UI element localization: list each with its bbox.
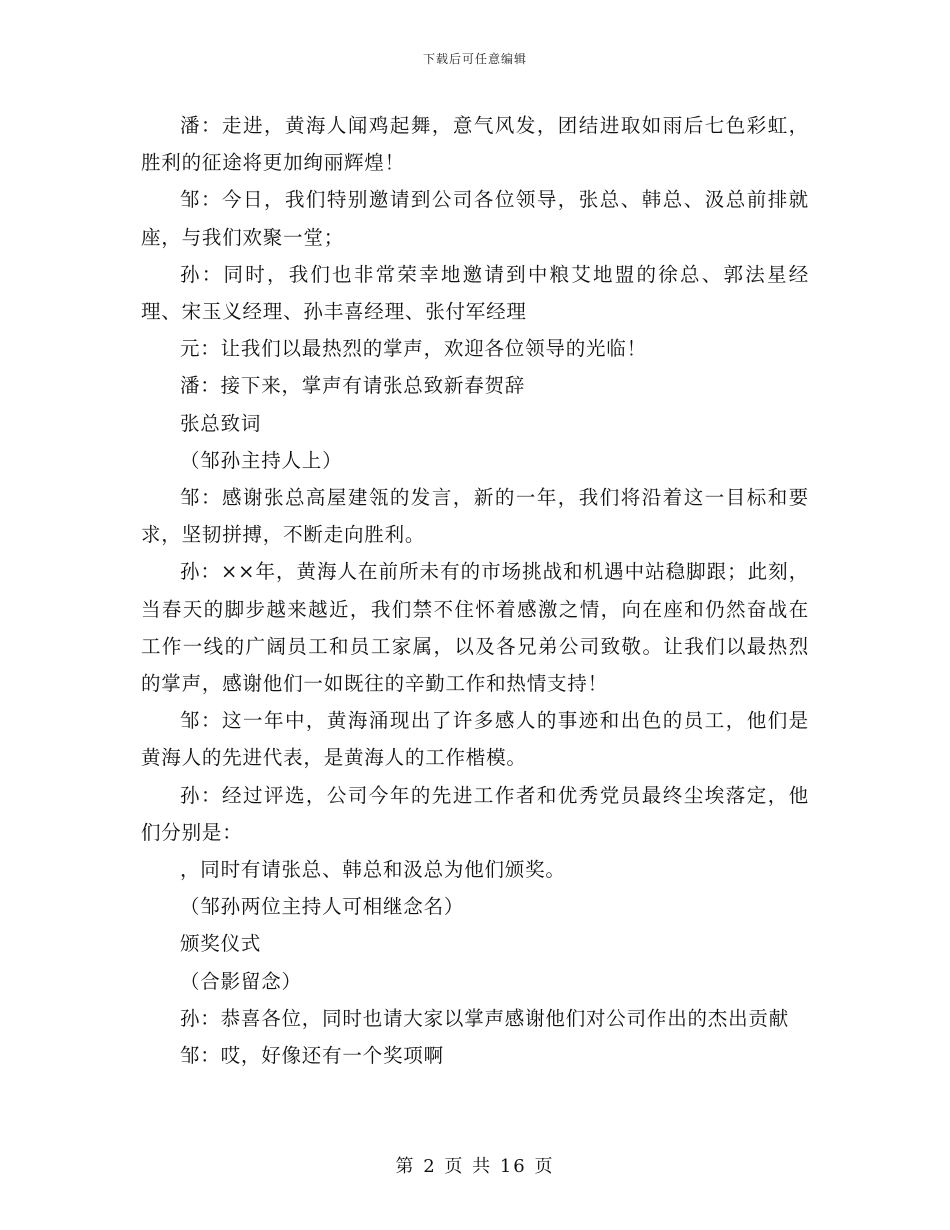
paragraph: 孙：××年，黄海人在前所未有的市场挑战和机遇中站稳脚跟；此刻，当春天的脚步越来越近，我们禁不住怀着感激之情，向在座和仍然奋战在工作一线的广阔员工和员工家属，以及各兄弟公司致敬。让我们以最热烈的掌声，感谢他们一如既往的辛勤工作和热情支持！ [141,560,809,696]
paragraph: 邹：这一年中，黄海涌现出了许多感人的事迹和出色的员工，他们是黄海人的先进代表，是黄海人的工作楷模。 [141,709,809,770]
paragraph: （邹孙主持人上） [180,448,343,472]
page-header: 下载后可任意编辑 [422,52,527,66]
paragraph: 邹：今日，我们特别邀请到公司各位领导，张总、韩总、汲总前排就座，与我们欢聚一堂； [141,188,809,249]
page-number: 第 2 页 共 16 页 [395,1156,555,1177]
paragraph: （邹孙两位主持人可相继念名） [180,895,465,919]
paragraph: （合影留念） [180,969,302,993]
paragraph: 颁奖仪式 [180,932,262,956]
document-body [141,107,809,1074]
paragraph: 潘：接下来，掌声有请张总致新春贺辞 [180,374,526,398]
paragraph: 元：让我们以最热烈的掌声，欢迎各位领导的光临！ [180,337,647,361]
paragraph: ，同时有请张总、韩总和汲总为他们颁奖。 [180,858,566,882]
paragraph: 张总致词 [180,411,262,435]
paragraph: 孙：同时，我们也非常荣幸地邀请到中粮艾地盟的徐总、郭法星经理、宋玉义经理、孙丰喜经理、张付军经理 [141,262,809,324]
paragraph: 邹：哎，好像还有一个奖项啊 [180,1044,444,1068]
paragraph: 孙：恭喜各位，同时也请大家以掌声感谢他们对公司作出的杰出贡献 [180,1006,790,1030]
paragraph: 孙：经过评选，公司今年的先进工作者和优秀党员最终尘埃落定，他们分别是： [141,783,809,844]
paragraph: 潘：走进，黄海人闻鸡起舞，意气风发，团结进取如雨后七色彩虹，胜利的征途将更加绚丽辉煌！ [141,114,809,175]
paragraph: 邹：感谢张总高屋建瓴的发言，新的一年，我们将沿着这一目标和要求，坚韧拼搏，不断走向胜利。 [141,486,809,547]
